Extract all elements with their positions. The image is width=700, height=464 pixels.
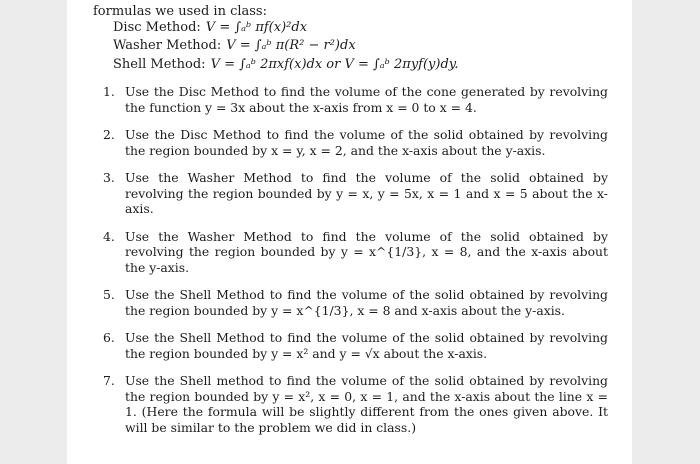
problem-list [103, 84, 608, 447]
formula-label: Shell Method: [113, 57, 206, 72]
problem-2 [103, 127, 608, 158]
problem-text: Use the Disc Method to find the volume of the solid obtained by revolving the region bounded by x = y, x = 2, and the x-axis about the y-axis. [125, 127, 608, 158]
worksheet-page [67, 0, 632, 464]
problem-3 [103, 170, 608, 217]
formula-expression: V = ∫ₐᵇ 2πxf(x)dx or V = ∫ₐᵇ 2πyf(y)dy. [210, 57, 459, 72]
formula-disc [113, 20, 307, 36]
formula-washer [113, 38, 356, 54]
formula-shell [113, 57, 459, 73]
problem-number: 5. [103, 287, 115, 302]
problem-4 [103, 229, 608, 276]
intro-line: formulas we used in class: [93, 4, 267, 19]
problem-text: Use the Shell Method to find the volume of the solid obtained by revolving the region bounded by y = x² and y = √x about the x-axis. [125, 330, 608, 361]
problem-text: Use the Shell method to find the volume of the solid obtained by revolving the region bounded by y = x², x = 0, x = 1, and the x-axis about the line x = 1. (Here the formula will be slightly different from the ones given above. It will be similar to the problem we did in class.) [125, 373, 608, 435]
problem-text: Use the Washer Method to find the volume of the solid obtained by revolving the region bounded by y = x, y = 5x, x = 1 and x = 5 about the x-axis. [125, 170, 608, 216]
problem-number: 6. [103, 330, 115, 345]
problem-5 [103, 287, 608, 318]
problem-text: Use the Disc Method to find the volume of the cone generated by revolving the function y = 3x about the x-axis from x = 0 to x = 4. [125, 84, 608, 115]
formula-expression: V = ∫ₐᵇ π(R² − r²)dx [226, 38, 356, 53]
problem-number: 1. [103, 84, 115, 99]
problem-text: Use the Shell Method to find the volume of the solid obtained by revolving the region bounded by y = x^{1/3}, x = 8 and x-axis about the y-axis. [125, 287, 608, 318]
problem-1 [103, 84, 608, 115]
problem-number: 3. [103, 170, 115, 185]
formula-expression: V = ∫ₐᵇ πf(x)²dx [205, 20, 308, 35]
problem-6 [103, 330, 608, 361]
problem-number: 4. [103, 228, 115, 244]
problem-text: Use the Washer Method to find the volume of the solid obtained by revolving the region bounded by y = x^{1/3}, x = 8, and the x-axis about the y-axis. [125, 228, 608, 275]
problem-number: 7. [103, 373, 115, 388]
formula-label: Washer Method: [113, 38, 222, 53]
formula-label: Disc Method: [113, 20, 201, 35]
problem-number: 2. [103, 127, 115, 142]
problem-7 [103, 373, 608, 435]
